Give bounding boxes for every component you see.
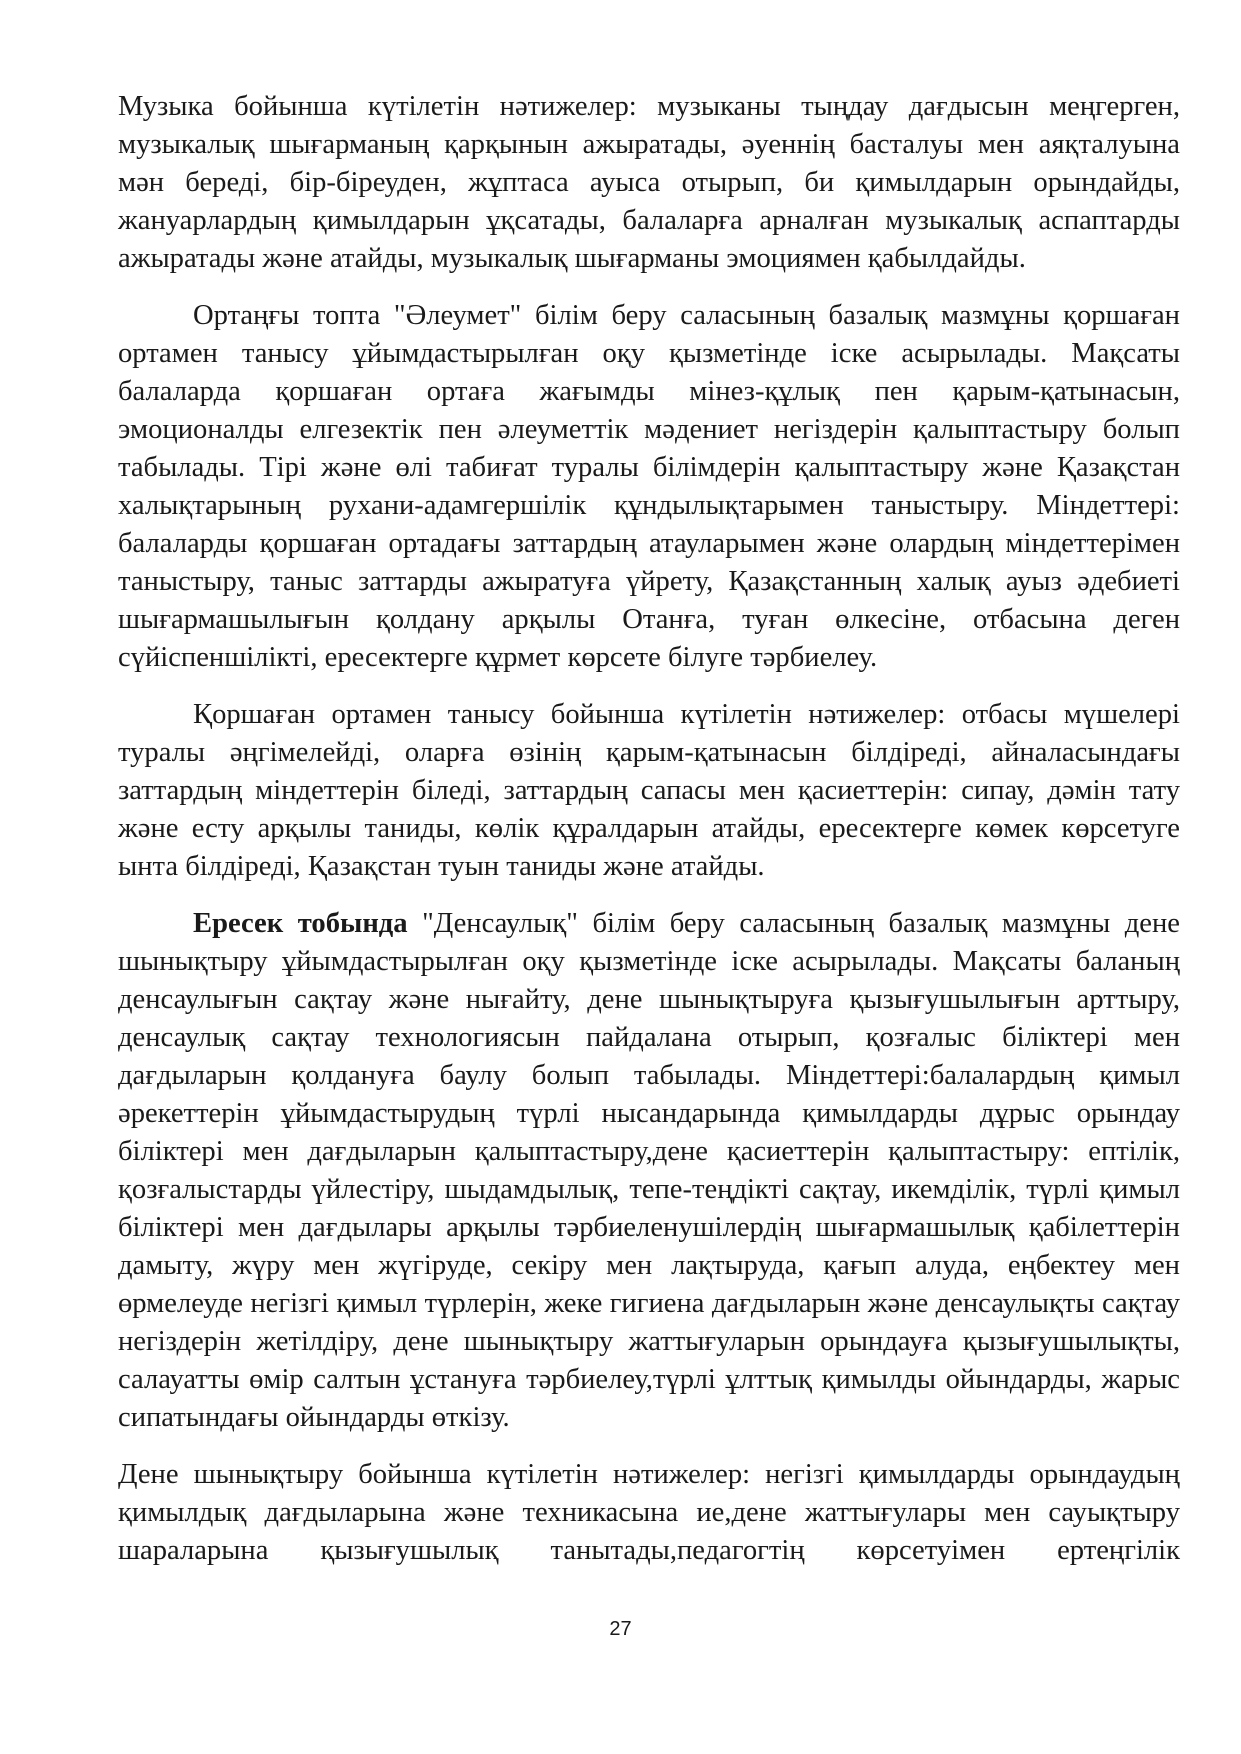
paragraph-health-senior-group xyxy=(118,905,1180,1437)
paragraph-music-results: Музыка бойынша күтілетін нәтижелер: музыканы тыңдау дағдысын меңгерген, музыкалық шығарманың қарқынын ажыратады, әуеннің басталуы мен аяқталуына мән береді, бір-біреуден, жұптаса ауыса отырып, би қимылдарын орындайды, жануарлардың қимылдарын ұқсатады, балаларға арналған музыкалық аспаптарды ажыратады және атайды, музыкалық шығарманы эмоциямен қабылдайды. xyxy=(118,91,1180,274)
paragraph-social-middle-group: Ортаңғы топта "Әлеумет" білім беру саласының базалық мазмұны қоршаған ортамен танысу ұйымдастырылған оқу қызметінде іске асырылады. Мақсаты балаларда қоршаған ортаға жағымды мінез-құлық пен қарым-қатынасын, эмоционалды елгезектік пен әлеуметтік мәдениет негіздерін қалыптастыру болып табылады. Тірі және өлі табиғат туралы білімдерін қалыптастыру және Қазақстан халықтарының рухани-адамгершілік құндылықтарымен таныстыру. Міндеттері: балаларды қоршаған ортадағы заттардың атауларымен және олардың міндеттерімен таныстыру, таныс заттарды ажыратуға үйрету, Қазақстанның халық ауыз әдебиеті шығармашылығын қолдану арқылы Отанға, туған өлкесіне, отбасына деген сүйіспеншілікті, ересектерге құрмет көрсете білуге тәрбиелеу. xyxy=(118,300,1180,673)
paragraph-physical-education-results: Дене шынықтыру бойынша күтілетін нәтижелер: негізгі қимылдарды орындаудың қимылдық дағдыларына және техникасына ие,дене жаттығулары мен сауықтыру шараларына қызығушылық танытады,педагогтің көрсетуімен ертеңгілік xyxy=(118,1459,1180,1566)
document-body xyxy=(118,88,1180,1570)
paragraph-environment-results: Қоршаған ортамен танысу бойынша күтілетін нәтижелер: отбасы мүшелері туралы әңгімелейді, оларға өзінің қарым-қатынасын білдіреді, айналасындағы заттардың міндеттерін біледі, заттардың сапасы мен қасиеттерін: сипау, дәмін тату және есту арқылы таниды, көлік құралдарын атайды, ересектерге көмек көрсетуге ынта білдіреді, Қазақстан туын таниды және атайды. xyxy=(118,699,1180,882)
senior-group-heading: Ересек тобында xyxy=(193,908,408,939)
health-paragraph-text: "Денсаулық" білім беру саласының базалық мазмұны дене шынықтыру ұйымдастырылған оқу қызметінде іске асырылады. Мақсаты баланың денсаулығын сақтау және нығайту, дене шынықтыруға қызығушылығын арттыру, денсаулық сақтау технологиясын пайдалана отырып, қозғалыс біліктері мен дағдыларын қолдануға баулу болып табылады. Міндеттері:балалардың қимыл әрекеттерін ұйымдастырудың түрлі нысандарында қимылдарды дұрыс орындау біліктері мен дағдыларын қалыптастыру,дене қасиеттерін қалыптастыру: ептілік, қозғалыстарды үйлестіру, шыдамдылық, тепе-теңдікті сақтау, икемділік, түрлі қимыл біліктері мен дағдылары арқылы тәрбиеленушілердің шығармашылық қабілеттерін дамыту, жүру мен жүгіруде, секіру мен лақтыруда, қағып алуда, еңбектеу мен өрмелеуде негізгі қимыл түрлерін, жеке гигиена дағдыларын және денсаулықты сақтау негіздерін жетілдіру, дене шынықтыру жаттығуларын орындауға қызығушылықты, салауатты өмір салтын ұстануға тәрбиелеу,түрлі ұлттық қимылды ойындарды, жарыс сипатындағы ойындарды өткізу. xyxy=(118,908,1180,1433)
page-number: 27 xyxy=(609,1618,632,1640)
